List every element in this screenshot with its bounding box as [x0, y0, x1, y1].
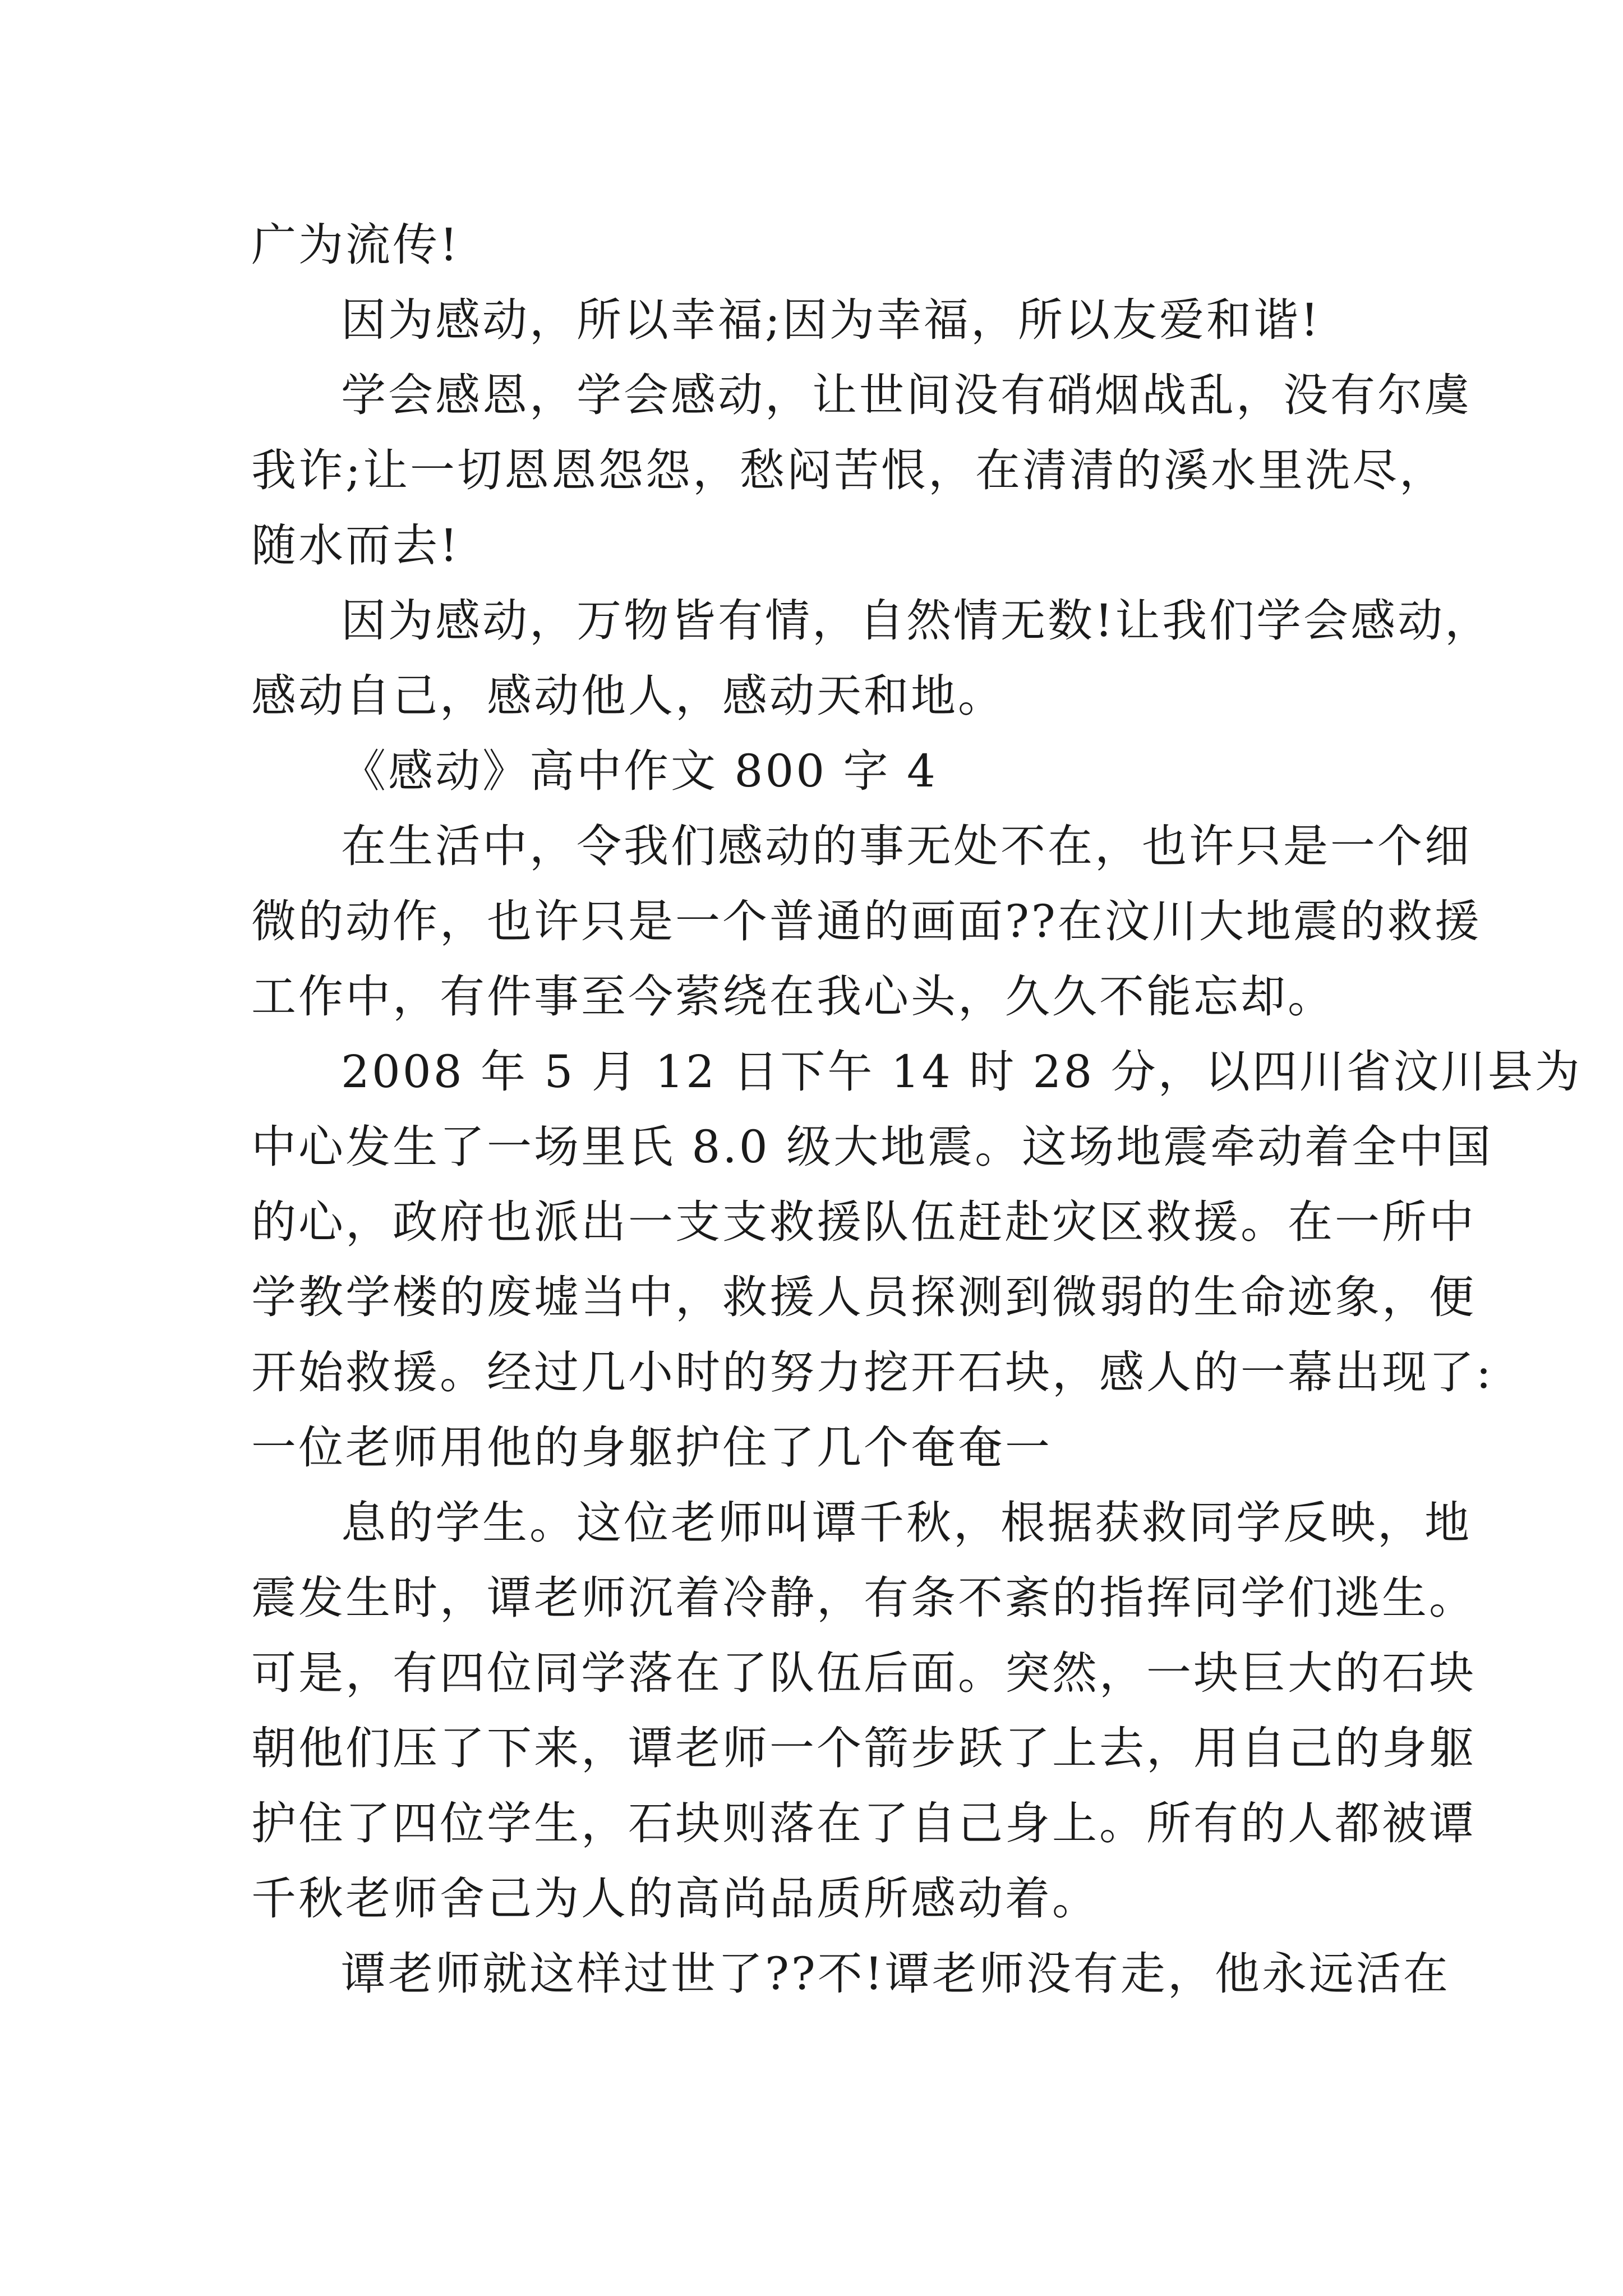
text-line: 感动自己，感动他人，感动天和地。 [251, 670, 1005, 722]
text-line: 一位老师用他的身躯护住了几个奄奄一 [251, 1421, 1052, 1474]
text-line: 随水而去! [251, 519, 460, 572]
text-line: 因为感动，所以幸福;因为幸福，所以友爱和谐! [341, 294, 1321, 346]
text-line: 学会感恩，学会感动，让世间没有硝烟战乱，没有尔虞 [341, 369, 1472, 421]
document-body [251, 208, 1582, 2012]
text-line: 的心，政府也派出一支支救援队伍赶赴灾区救援。在一所中 [251, 1196, 1476, 1248]
text-line: 千秋老师舍己为人的高尚品质所感动着。 [251, 1872, 1099, 1925]
text-line: 在生活中，令我们感动的事无处不在，也许只是一个细 [341, 820, 1472, 872]
text-line: 震发生时，谭老师沉着冷静，有条不紊的指挥同学们逃生。 [251, 1572, 1476, 1624]
text-line: 学教学楼的废墟当中，救援人员探测到微弱的生命迹象，便 [251, 1271, 1476, 1323]
text-line: 我诈;让一切恩恩怨怨，愁闷苦恨，在清清的溪水里洗尽， [251, 444, 1446, 496]
text-line: 2008 年 5 月 12 日下午 14 时 28 分，以四川省汶川县为 [341, 1046, 1582, 1098]
text-line: 息的学生。这位老师叫谭千秋，根据获救同学反映，地 [341, 1497, 1472, 1549]
text-line: 广为流传! [251, 219, 460, 271]
text-line: 开始救援。经过几小时的努力挖开石块，感人的一幕出现了: [251, 1346, 1493, 1398]
section-heading: 《感动》高中作文 800 字 4 [341, 745, 938, 797]
text-line: 朝他们压了下来，谭老师一个箭步跃了上去，用自己的身躯 [251, 1722, 1476, 1774]
text-line: 可是，有四位同学落在了队伍后面。突然，一块巨大的石块 [251, 1647, 1476, 1699]
text-line: 护住了四位学生，石块则落在了自己身上。所有的人都被谭 [251, 1797, 1476, 1849]
text-line: 因为感动，万物皆有情，自然情无数!让我们学会感动， [341, 595, 1492, 647]
text-line: 工作中，有件事至今萦绕在我心头，久久不能忘却。 [251, 970, 1335, 1023]
text-line: 微的动作，也许只是一个普通的画面??在汶川大地震的救援 [251, 895, 1482, 947]
text-line: 中心发生了一场里氏 8.0 级大地震。这场地震牵动着全中国 [251, 1121, 1493, 1173]
text-line: 谭老师就这样过世了??不!谭老师没有走，他永远活在 [341, 1948, 1450, 2000]
